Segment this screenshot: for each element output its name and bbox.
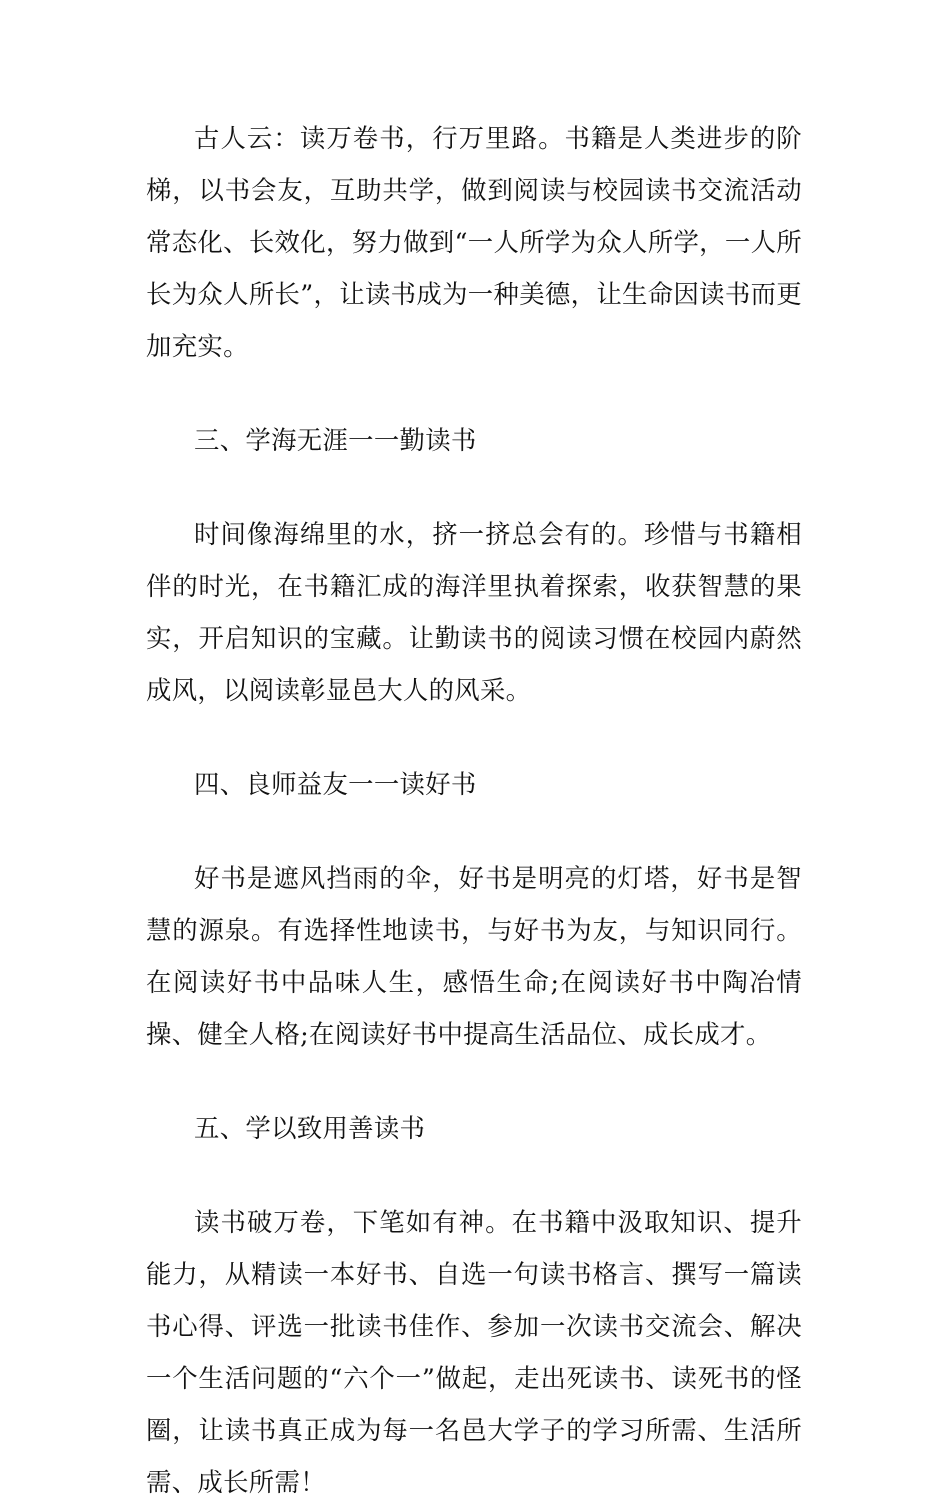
document-body bbox=[146, 112, 802, 1508]
paragraph-spacer bbox=[146, 1060, 802, 1102]
section-heading-3: 三、学海无涯一一勤读书 bbox=[194, 425, 477, 455]
paragraph-spacer bbox=[146, 466, 802, 508]
paragraph-spacer bbox=[146, 716, 802, 758]
paragraph-section-3: 时间像海绵里的水，挤一挤总会有的。珍惜与书籍相伴的时光，在书籍汇成的海洋里执着探索，收获智慧的果实，开启知识的宝藏。让勤读书的阅读习惯在校园内蔚然成风，以阅读彰显邑大人的风采。 bbox=[146, 519, 802, 705]
paragraph-spacer bbox=[146, 810, 802, 852]
paragraph-section-5: 读书破万卷，下笔如有神。在书籍中汲取知识、提升能力，从精读一本好书、自选一句读书格言、撰写一篇读书心得、评选一批读书佳作、参加一次读书交流会、解决一个生活问题的“六个一”做起，走出死读书、读死书的怪圈，让读书真正成为每一名邑大学子的学习所需、生活所需、成长所需！ bbox=[146, 1207, 802, 1497]
paragraph-section-4: 好书是遮风挡雨的伞，好书是明亮的灯塔，好书是智慧的源泉。有选择性地读书，与好书为友，与知识同行。在阅读好书中品味人生，感悟生命;在阅读好书中陶冶情操、健全人格;在阅读好书中提高生活品位、成长成才。 bbox=[146, 863, 802, 1049]
paragraph-spacer bbox=[146, 372, 802, 414]
paragraph-intro: 古人云：读万卷书，行万里路。书籍是人类进步的阶梯，以书会友，互助共学，做到阅读与校园读书交流活动常态化、长效化，努力做到“一人所学为众人所学，一人所长为众人所长”，让读书成为一种美德，让生命因读书而更加充实。 bbox=[146, 123, 802, 361]
paragraph-spacer bbox=[146, 1154, 802, 1196]
section-heading-4: 四、良师益友一一读好书 bbox=[194, 769, 477, 799]
section-heading-5: 五、学以致用善读书 bbox=[194, 1113, 426, 1143]
